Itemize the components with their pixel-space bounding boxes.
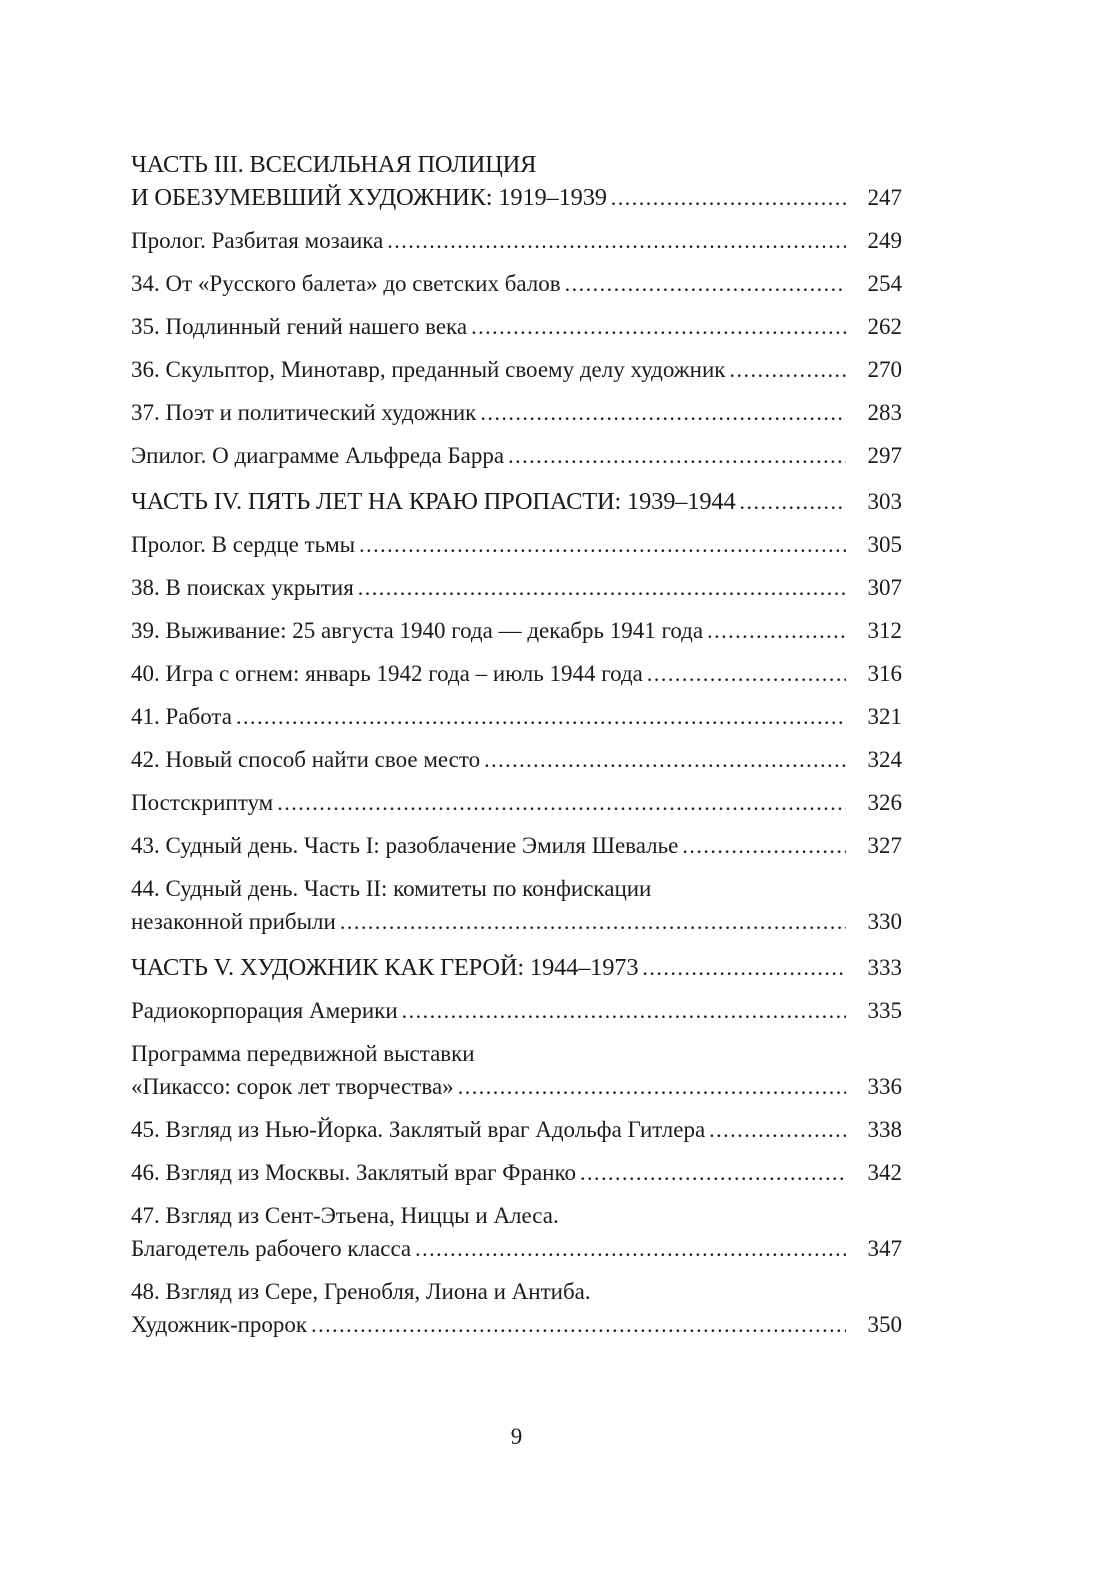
dot-leader [402,994,846,1027]
toc-entry [131,224,902,257]
toc-entry [131,994,902,1027]
dot-leader [729,353,846,386]
toc-entry-page: 249 [867,228,902,253]
dot-leader [311,1308,846,1341]
dot-leader [565,267,846,300]
dot-leader [611,181,846,214]
toc-entry-page: 333 [867,955,902,980]
toc-entry-last-line [131,224,902,257]
toc-entry-last-line [131,700,902,733]
toc-entry-page: 312 [867,618,902,643]
toc-entry [131,786,902,819]
dot-leader [236,700,846,733]
toc-entry-last-line [131,1113,902,1146]
toc-entry-title: Радиокорпорация Америки [131,998,398,1023]
toc-entry-last-line [131,743,902,776]
dot-leader [480,396,846,429]
toc-entry [131,1275,902,1341]
toc-entry-title: 35. Подлинный гений нашего века [131,314,468,339]
toc-entry-last-line [131,353,902,386]
dot-leader [415,1232,846,1265]
toc-entry-last-line [131,528,902,561]
dot-leader [359,528,846,561]
toc-entry [131,1113,902,1146]
toc-entry-title: Художник-пророк [131,1312,308,1337]
toc-entry [131,1199,902,1265]
toc-entry-last-line [131,657,902,690]
toc-entry-title: 40. Игра с огнем: январь 1942 года – июль 1944 года [131,661,643,686]
toc-entry-title: Благодетель рабочего класса [131,1236,412,1261]
toc-entry-page: 316 [867,661,902,686]
toc-entry-page: 336 [867,1074,902,1099]
dot-leader [484,743,846,776]
toc-entry-title-line: 44. Судный день. Часть II: комитеты по конфискации [131,876,652,901]
toc-entry-title: И ОБЕЗУМЕВШИЙ ХУДОЖНИК: 1919–1939 [131,184,607,211]
toc-entry-page: 330 [867,909,902,934]
toc-entry-page: 347 [867,1236,902,1261]
toc-entry-page: 338 [867,1117,902,1142]
toc-entry-title: 34. От «Русского балета» до светских балов [131,271,561,296]
toc-entry [131,1156,902,1189]
toc-entry [131,743,902,776]
toc-entry-last-line [131,310,902,343]
toc-entry-page: 327 [867,833,902,858]
toc-entry-last-line [131,396,902,429]
toc-entry-last-line [131,614,902,647]
toc-entry-title: ЧАСТЬ IV. ПЯТЬ ЛЕТ НА КРАЮ ПРОПАСТИ: 1939–1944 [131,488,736,515]
toc-entry-last-line [131,1070,902,1103]
toc-entry-last-line [131,181,902,214]
toc-entry-page: 335 [867,998,902,1023]
toc-entry-page: 342 [867,1160,902,1185]
toc-entry-title: 39. Выживание: 25 августа 1940 года — декабрь 1941 года [131,618,704,643]
dot-leader [387,224,846,257]
toc-list [131,148,902,1351]
dot-leader [647,657,846,690]
toc-entry-page: 270 [867,357,902,382]
dot-leader [508,439,846,472]
dot-leader [458,1070,846,1103]
toc-entry [131,267,902,300]
toc-entry [131,1037,902,1103]
toc-entry-page: 254 [867,271,902,296]
toc-entry-page: 247 [867,185,902,210]
toc-entry-title: 36. Скульптор, Минотавр, преданный своему делу художник [131,357,726,382]
toc-entry-page: 305 [867,532,902,557]
toc-entry-title: Пролог. Разбитая мозаика [131,228,384,253]
toc-entry-title: 45. Взгляд из Нью-Йорка. Заклятый враг Адольфа Гитлера [131,1117,706,1142]
toc-entry-last-line [131,1308,902,1341]
dot-leader [358,571,846,604]
dot-leader [707,614,846,647]
toc-entry [131,396,902,429]
toc-entry-wrapped-lines [131,1199,902,1232]
dot-leader [682,829,846,862]
toc-entry-last-line [131,571,902,604]
toc-entry-page: 303 [867,489,902,514]
toc-entry [131,439,902,472]
toc-entry-wrapped-lines [131,148,902,181]
toc-entry-page: 297 [867,443,902,468]
toc-entry-title: 37. Поэт и политический художник [131,400,477,425]
toc-entry [131,571,902,604]
toc-entry-title-line: 48. Взгляд из Сере, Гренобля, Лиона и Антиба. [131,1279,591,1304]
toc-entry [131,872,902,938]
toc-entry [131,657,902,690]
toc-entry [131,700,902,733]
toc-entry-last-line [131,485,902,518]
toc-entry-page: 350 [867,1312,902,1337]
toc-entry [131,829,902,862]
dot-leader [642,951,846,984]
toc-entry-last-line [131,786,902,819]
toc-entry-title: «Пикассо: сорок лет творчества» [131,1074,454,1099]
toc-entry-last-line [131,905,902,938]
toc-entry-page: 321 [867,704,902,729]
dot-leader [340,905,846,938]
toc-entry-last-line [131,951,902,984]
toc-entry-last-line [131,1232,902,1265]
toc-entry-title: 38. В поисках укрытия [131,575,354,600]
toc-entry [131,353,902,386]
toc-entry-wrapped-lines [131,1037,902,1070]
toc-entry-page: 307 [867,575,902,600]
toc-entry-title: 42. Новый способ найти свое место [131,747,481,772]
toc-entry-title: Пролог. В сердце тьмы [131,532,356,557]
toc-entry-last-line [131,1156,902,1189]
toc-entry-page: 262 [867,314,902,339]
toc-entry-wrapped-lines [131,872,902,905]
dot-leader [471,310,846,343]
toc-entry-page: 326 [867,790,902,815]
toc-entry-page: 324 [867,747,902,772]
toc-entry-title: Эпилог. О диаграмме Альфреда Барра [131,443,505,468]
toc-entry [131,485,902,518]
toc-entry-title: ЧАСТЬ V. ХУДОЖНИК КАК ГЕРОЙ: 1944–1973 [131,954,639,981]
toc-entry-title: Постскриптум [131,790,274,815]
toc-entry-last-line [131,267,902,300]
toc-entry-title: 41. Работа [131,704,232,729]
toc-entry [131,528,902,561]
dot-leader [277,786,846,819]
toc-entry-last-line [131,994,902,1027]
toc-entry-last-line [131,439,902,472]
toc-entry [131,951,902,984]
toc-entry [131,310,902,343]
toc-entry [131,614,902,647]
toc-entry-title-line: 47. Взгляд из Сент-Этьена, Ниццы и Алеса. [131,1203,559,1228]
toc-entry-title: 46. Взгляд из Москвы. Заклятый враг Франко [131,1160,576,1185]
toc-entry-title-line: ЧАСТЬ III. ВСЕСИЛЬНАЯ ПОЛИЦИЯ [131,151,537,178]
toc-entry-wrapped-lines [131,1275,902,1308]
toc-entry-title: незаконной прибыли [131,909,336,934]
toc-entry-last-line [131,829,902,862]
dot-leader [709,1113,846,1146]
footer-page-number: 9 [510,1424,523,1449]
dot-leader [740,485,846,518]
dot-leader [580,1156,846,1189]
toc-entry-title-line: Программа передвижной выставки [131,1041,475,1066]
toc-entry-page: 283 [867,400,902,425]
toc-entry [131,148,902,214]
toc-entry-title: 43. Судный день. Часть I: разоблачение Эмиля Шевалье [131,833,679,858]
